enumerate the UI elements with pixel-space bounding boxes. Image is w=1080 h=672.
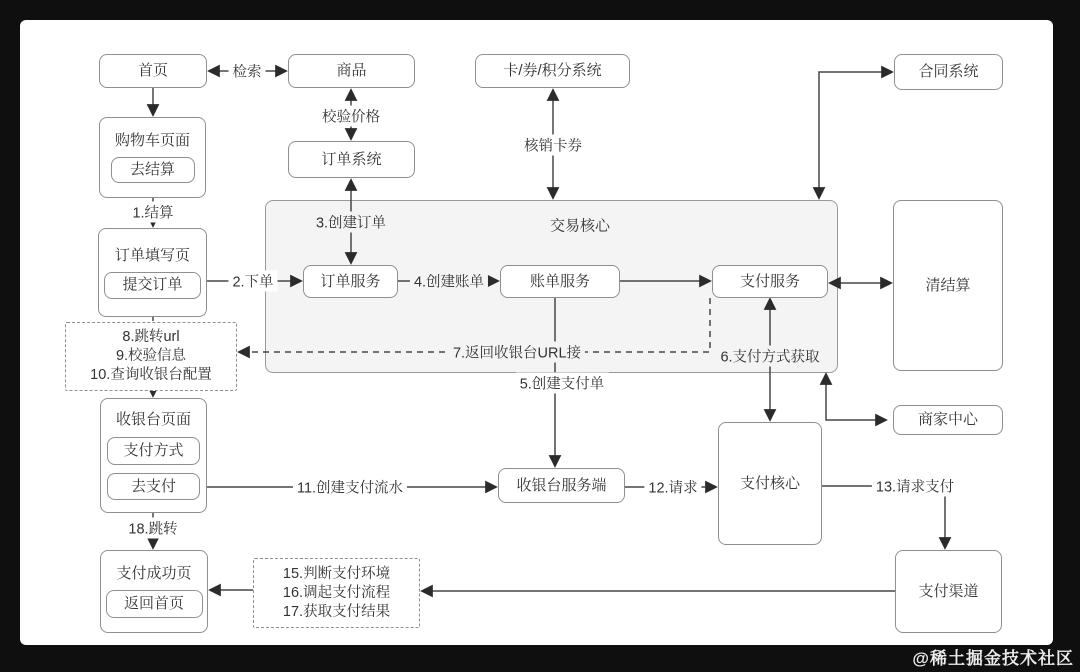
- trade-core-title: 交易核心: [546, 215, 614, 236]
- node-card-system: [475, 54, 630, 88]
- node-pay-core: [718, 422, 822, 545]
- watermark: @稀土掘金技术社区: [912, 649, 1074, 668]
- node-pay-channel: [895, 550, 1002, 633]
- env-step-1: 15.判断支付环境: [282, 565, 391, 582]
- edge-label-search: 检索: [229, 61, 266, 82]
- env-step-3: 17.获取支付结果: [282, 603, 391, 620]
- redirect-step-1: 8.跳转url: [122, 329, 180, 345]
- edge-label-verify-price: 校验价格: [318, 106, 384, 127]
- node-bill-service: [500, 265, 620, 298]
- edge-label-step7: 7.返回收银台URL接: [449, 342, 585, 363]
- node-home: [99, 54, 207, 88]
- node-cart-page: [99, 117, 206, 198]
- edge-label-step13: 13.请求支付: [872, 476, 958, 497]
- button-pay-method: 支付方式: [107, 437, 200, 465]
- node-home-label: 首页: [137, 62, 168, 79]
- node-cashier-server: [498, 468, 625, 503]
- node-cashier-page-title: 收银台页面: [115, 411, 191, 428]
- node-settlement: [893, 200, 1003, 371]
- node-success-page: [100, 550, 208, 633]
- edge-label-step4: 4.创建账单: [410, 271, 488, 292]
- node-order-service-label: 订单服务: [320, 272, 381, 290]
- env-step-2: 16.调起支付流程: [282, 584, 391, 601]
- edge-label-step18: 18.跳转: [124, 518, 181, 539]
- node-order-system: [288, 141, 415, 178]
- node-bill-service-label: 账单服务: [529, 272, 590, 290]
- node-cashier-page: [100, 398, 207, 513]
- node-merchant-center: [893, 405, 1003, 435]
- button-go-pay: 去支付: [107, 473, 200, 500]
- node-product: [288, 54, 415, 88]
- node-cart-page-title: 购物车页面: [114, 132, 190, 149]
- button-go-checkout: 去结算: [111, 157, 195, 183]
- node-settlement-label: 清结算: [925, 276, 971, 294]
- edge-label-step5: 5.创建支付单: [516, 373, 609, 394]
- dashed-box-redirect-steps: [65, 322, 237, 391]
- node-pay-service: [712, 265, 828, 298]
- edge-label-step11: 11.创建支付流水: [293, 477, 407, 498]
- dashed-box-env-steps: [253, 558, 420, 628]
- node-contract-system-label: 合同系统: [918, 63, 979, 80]
- diagram-canvas: [20, 20, 1053, 645]
- node-cashier-server-label: 收银台服务端: [516, 476, 607, 494]
- node-merchant-center-label: 商家中心: [917, 411, 978, 428]
- edge-label-step2: 2.下单: [228, 271, 277, 292]
- node-success-page-title: 支付成功页: [116, 565, 192, 582]
- edge-label-step6: 6.支付方式获取: [716, 346, 823, 367]
- node-pay-channel-label: 支付渠道: [918, 582, 979, 600]
- redirect-step-2: 9.校验信息: [115, 348, 187, 364]
- node-card-system-label: 卡/券/积分系统: [503, 62, 602, 79]
- node-contract-system: [894, 54, 1003, 90]
- node-pay-service-label: 支付服务: [739, 272, 800, 290]
- node-order-fill-page-title: 订单填写页: [114, 246, 190, 264]
- edge-label-step3: 3.创建订单: [312, 212, 390, 233]
- node-pay-core-label: 支付核心: [739, 474, 800, 492]
- button-back-home: 返回首页: [106, 590, 203, 618]
- button-submit-order: 提交订单: [104, 272, 201, 299]
- node-order-fill-page: [98, 228, 207, 317]
- node-order-service: [303, 265, 398, 298]
- node-product-label: 商品: [336, 62, 367, 79]
- edge-label-write-off-cards: 核销卡券: [520, 135, 586, 156]
- redirect-step-3: 10.查询收银台配置: [90, 367, 212, 383]
- node-order-system-label: 订单系统: [321, 150, 382, 168]
- edge-label-step12: 12.请求: [644, 477, 701, 498]
- edge-label-step1: 1.结算: [128, 202, 177, 223]
